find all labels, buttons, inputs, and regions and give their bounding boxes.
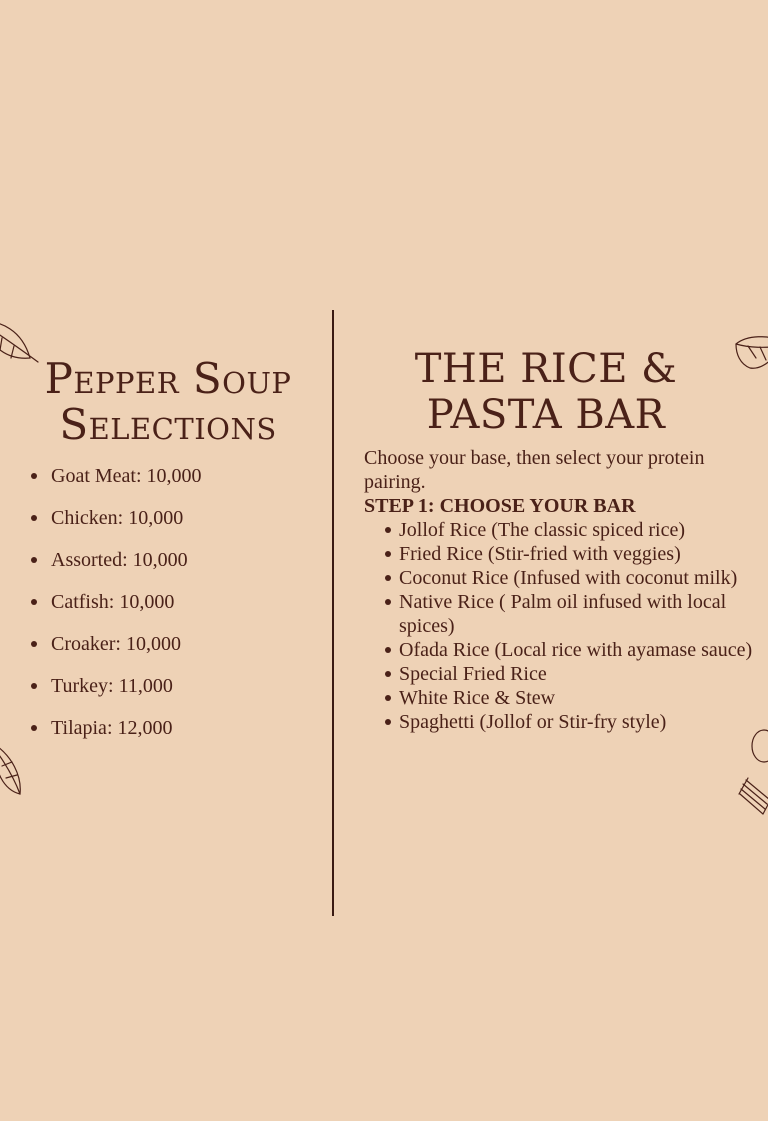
- column-divider: [332, 310, 334, 916]
- list-item: Chicken: 10,000: [28, 504, 202, 546]
- list-item: Spaghetti (Jollof or Stir-fry style): [399, 710, 754, 734]
- list-item: White Rice & Stew: [399, 686, 754, 710]
- pepper-soup-list: [28, 462, 202, 756]
- leaf-icon: [0, 742, 30, 800]
- spoon-fork-icon: [738, 728, 768, 820]
- list-item: Native Rice ( Palm oil infused with local spices): [399, 590, 754, 638]
- step-heading: STEP 1: CHOOSE YOUR BAR: [364, 495, 636, 517]
- list-item: Goat Meat: 10,000: [28, 462, 202, 504]
- rice-pasta-list: [364, 518, 754, 734]
- rice-pasta-title: THE RICE & PASTA BAR: [414, 346, 678, 438]
- list-item: Assorted: 10,000: [28, 546, 202, 588]
- leaf-icon: [734, 332, 768, 376]
- list-item: Tilapia: 12,000: [28, 714, 202, 756]
- pepper-soup-title: Pepper Soup Selections: [44, 354, 292, 449]
- list-item: Turkey: 11,000: [28, 672, 202, 714]
- list-item: Coconut Rice (Infused with coconut milk): [399, 566, 754, 590]
- list-item: Ofada Rice (Local rice with ayamase sauce): [399, 639, 753, 661]
- list-item: Special Fried Rice: [399, 662, 754, 686]
- list-item: Jollof Rice (The classic spiced rice): [399, 518, 754, 542]
- intro-text: Choose your base, then select your protein pairing.: [364, 447, 705, 493]
- list-item: Fried Rice (Stir-fried with veggies): [399, 542, 754, 566]
- list-item: Croaker: 10,000: [28, 630, 202, 672]
- rice-pasta-section: [364, 446, 754, 734]
- list-item: Catfish: 10,000: [28, 588, 202, 630]
